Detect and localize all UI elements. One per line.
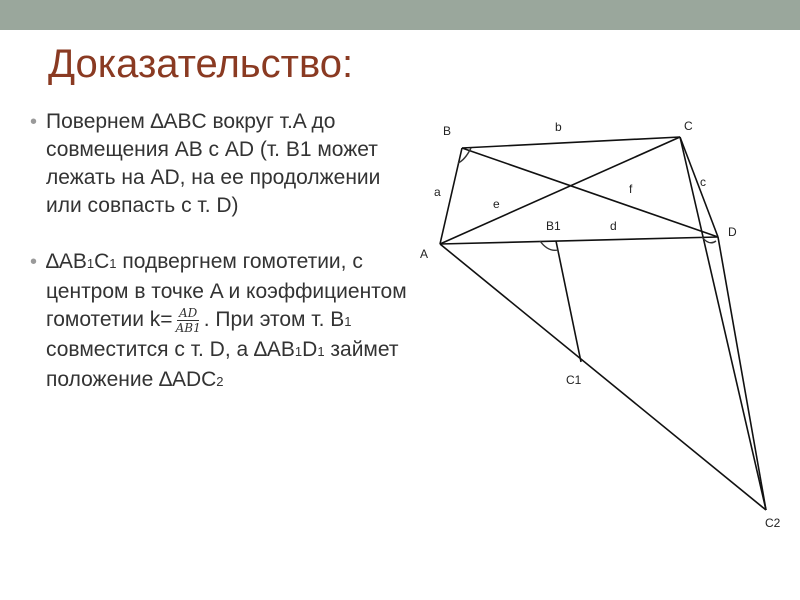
point-label-c2: C2 <box>765 516 781 530</box>
text-part: C <box>94 250 110 273</box>
subscript: 1 <box>86 256 95 271</box>
angle-arc-b1 <box>540 241 558 250</box>
segment-bc <box>462 137 680 148</box>
slide-title: Доказательство: <box>48 42 354 86</box>
bullet-dot-icon: • <box>30 111 38 133</box>
bullet-rotation-text: Повернем ∆ABC вокруг т.A до совмещения AB с AD (т. B1 может лежать на AD, на ее продолжении или совпасть с т. D) <box>46 110 381 217</box>
text-part: . При этом т. B <box>203 308 345 332</box>
side-label-b: b <box>555 120 562 134</box>
text-part: D <box>302 338 318 362</box>
side-label-e: e <box>493 197 500 211</box>
bullet-rotation <box>28 108 418 220</box>
fraction-numerator: AD <box>178 306 198 320</box>
segment-b1-c1 <box>556 241 581 362</box>
text-part: подвергнем гомотетии, с центром в точке A и коэффициентом гомотетии k= <box>46 250 407 332</box>
segment-bd <box>462 148 718 237</box>
point-label-b1: B1 <box>546 219 561 233</box>
top-bar <box>0 0 800 30</box>
side-label-f: f <box>629 182 633 196</box>
segment-d-c2 <box>718 237 766 510</box>
geometry-diagram <box>400 100 800 550</box>
segment-c-c2 <box>680 137 766 510</box>
point-label-c1: C1 <box>566 373 582 387</box>
subscript: 1 <box>109 256 117 271</box>
subscript: 1 <box>317 344 325 360</box>
fraction-k <box>174 306 203 335</box>
text-part: займет положение ∆ADC <box>46 338 399 392</box>
point-label-a: A <box>420 247 429 261</box>
text-part: совместится с т. D, а ∆AB <box>46 338 295 362</box>
bullet-dot-icon: • <box>30 251 38 273</box>
fraction-denominator: AB1 <box>175 321 201 335</box>
side-label-c: c <box>700 175 706 189</box>
segment-a-c2 <box>440 244 766 510</box>
subscript: 1 <box>294 344 303 360</box>
point-label-d: D <box>728 225 737 239</box>
bullet-homothety <box>28 248 418 396</box>
text-part: ∆AB <box>46 250 87 273</box>
point-label-b: B <box>443 124 452 138</box>
subscript: 1 <box>344 314 352 330</box>
subscript: 2 <box>216 374 224 390</box>
side-label-d: d <box>610 219 617 233</box>
point-label-c: C <box>684 119 693 133</box>
side-label-a: a <box>434 185 441 199</box>
bullet-list <box>28 108 418 396</box>
segment-ad <box>440 237 718 244</box>
